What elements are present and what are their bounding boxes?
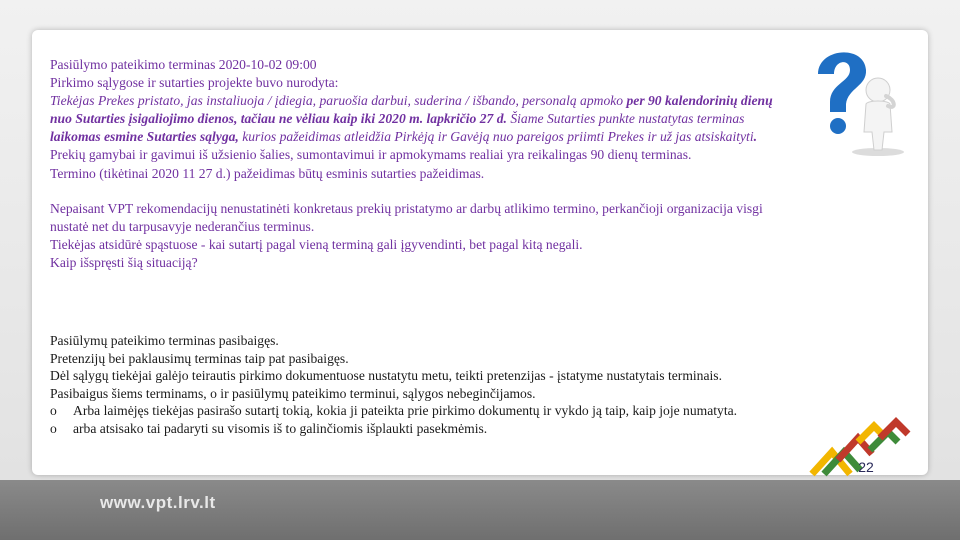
breach-line: Termino (tikėtinai 2020 11 27 d.) pažeidimas būtų esminis sutarties pažeidimas. [50,165,485,181]
quote-part-c: Šiame Sutarties punkte nustatytas terminas [506,111,745,127]
text-block-top [50,56,780,272]
quote-part-d: laikomas esmine Sutarties sąlyga, [50,129,239,145]
recommendation-line: Nepaisant VPT rekomendacijų nenustatinėti konkretaus prekių pristatymo ar darbų atlikimo termino, perkančioji organizacija visgi nustatė net du tarpusavyje nederančius terminus. [50,200,763,234]
list-item [50,402,870,420]
trap-line: Tiekėjas atsidūrė spąstuose - kai sutartį pagal vieną terminą gali įgyvendinti, bet pagal kitą negali. [50,236,583,252]
page-number: 22 [858,459,874,475]
not-disputable-line: Pasibaigus šiems terminams, o ir pasiūlymų pateikimo terminui, sąlygos nebeginčijamos. [50,385,536,401]
text-block-bottom [50,332,870,438]
quote-part-f: . [753,129,757,145]
quote-part-a: Tiekėjas Prekes pristato, jas instaliuoja / įdiegia, paruošia darbui, suderina / išbando, personalą apmoko [50,93,627,109]
quote-part-e: kurios pažeidimas atleidžia Pirkėją ir Gavėją nuo pareigos priimti Prekes ir už jas atsiskaityti [238,129,754,145]
contract-quote [50,92,780,146]
production-term-line: Prekių gamybai ir gavimui iš užsienio šalies, sumontavimui ir apmokymams realiai yra reikalingas 90 dienų terminas. [50,147,692,163]
bullet-mark: o [50,403,57,419]
bullet-text: arba atsisako tai padaryti su visomis iš to galinčiomis išplaukti pasekmėmis. [73,420,488,436]
offer-term-ended-line: Pasiūlymų pateikimo terminas pasibaigęs. [50,333,279,348]
quote-part-b: per 90 kalendorinių dienų nuo Sutarties įsigaliojimo dienos, tačiau ne vėliau kaip iki 2020 m. lapkričio 27 d. [50,93,773,127]
footer-url[interactable]: www.vpt.lrv.lt [100,493,216,512]
bullet-mark: o [50,420,57,436]
question-figure-icon [808,40,916,158]
bullet-text: Arba laimėjęs tiekėjas pasirašo sutartį tokią, kokia ji pateikta prie pirkimo dokumentų ir vykdo ją taip, kaip joje numatyta. [73,403,738,419]
conditions-intro-line: Pirkimo sąlygose ir sutarties projekte buvo nurodyta: [50,75,339,91]
list-item [50,420,870,438]
question-line: Kaip išspręsti šią situaciją? [50,254,198,270]
claims-term-ended-line: Pretenzijų bei paklausimų terminas taip pat pasibaigęs. [50,350,349,366]
inquiry-line: Dėl sąlygų tiekėjai galėjo teirautis pirkimo dokumentuose nustatytu metu, teikti pretenzijas - įstatyme nustatytais terminais. [50,368,722,384]
offer-deadline-line: Pasiūlymo pateikimo terminas 2020-10-02 09:00 [50,57,317,72]
